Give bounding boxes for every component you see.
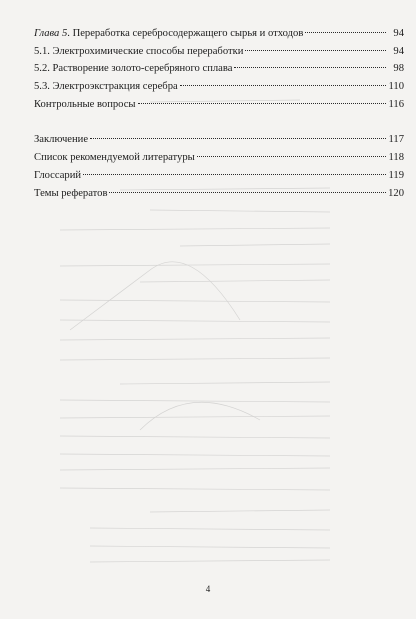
toc-page-number: 94 (393, 28, 404, 39)
toc-entry-control-questions[interactable] (34, 99, 404, 117)
toc-entry-5-1[interactable] (34, 46, 404, 64)
toc-page-number: 110 (388, 81, 404, 93)
page-number: 4 (205, 584, 211, 594)
toc-page-number: 98 (393, 63, 404, 75)
toc-page-number: 94 (393, 45, 404, 57)
dot-leader (138, 103, 386, 104)
toc-entry-glossary[interactable] (34, 170, 404, 188)
dot-leader (245, 50, 386, 51)
toc-entry-literature[interactable] (34, 152, 404, 170)
toc-page-number: 116 (388, 98, 404, 110)
toc-entry-title: Заключение (34, 134, 89, 146)
toc-entry-conclusion[interactable] (34, 134, 404, 152)
table-of-contents (34, 28, 404, 205)
toc-page-number: 118 (388, 152, 404, 164)
dot-leader (90, 138, 386, 139)
dot-leader (180, 85, 386, 86)
toc-entry-5-3[interactable] (34, 81, 404, 99)
toc-entry-title: Темы рефератов (34, 187, 108, 199)
toc-entry-title: 5.2. Растворение золото-серебряного сплава (34, 63, 233, 75)
toc-entry-title: Контрольные вопросы (34, 98, 136, 110)
toc-entry-title: 5.1. Электрохимические способы переработки (34, 45, 244, 57)
toc-page-number: 120 (388, 187, 404, 199)
toc-entry-5-2[interactable] (34, 63, 404, 81)
toc-page-number: 119 (388, 169, 404, 181)
toc-page-number: 117 (388, 134, 404, 146)
toc-entry-title: Список рекомендуемой литературы (34, 152, 195, 164)
dot-leader (234, 67, 386, 68)
toc-entry-title: 5.3. Электроэкстракция серебра (34, 81, 178, 93)
chapter-prefix: Глава 5 (34, 28, 68, 39)
dot-leader (109, 192, 386, 193)
toc-entry-title: Глава 5. Переработка серебросодержащего сырья и отходов (34, 28, 304, 39)
dot-leader (83, 174, 386, 175)
section-gap (34, 116, 404, 134)
dot-leader (197, 156, 386, 157)
dot-leader (305, 32, 386, 33)
toc-entry-essay-topics[interactable] (34, 188, 404, 206)
toc-entry-title: Глоссарий (34, 169, 82, 181)
toc-entry-chapter-5[interactable] (34, 28, 404, 46)
